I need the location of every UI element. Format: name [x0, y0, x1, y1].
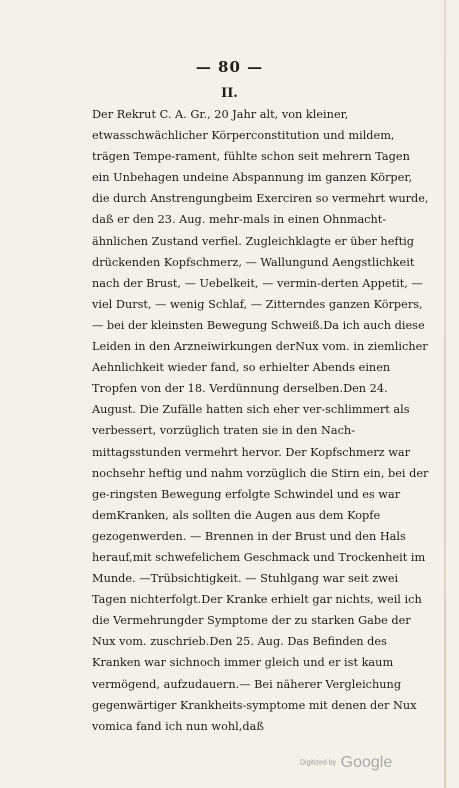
digitized-label: Digitized by: [300, 759, 337, 767]
text-line: sehr heftig und nahm vorzüglich die Stirn ein, bei der ge-: [92, 466, 429, 501]
section-heading: II.: [221, 86, 238, 101]
text-line: symptome mit denen der Nux vomica fand ich nun wohl,: [92, 698, 417, 733]
text-line: und Aengstlichkeit nach der Brust, — Uebelkeit, — vermin-: [92, 255, 415, 290]
text-line: werden. — Brennen in der Brust und den Hals herauf,: [92, 529, 406, 564]
text-line: Der Kranke erhielt gar nichts, weil ich die Vermehrung: [92, 593, 422, 628]
page-edge: [444, 0, 446, 788]
text-line: er Abends einen Tropfen von der 18. Verdünnung derselben.: [92, 361, 391, 396]
google-logo: Google: [340, 754, 393, 771]
text-line: eine Abspannung im ganzen Körper, die durch Anstrengung: [92, 171, 413, 206]
text-line: Der Rekrut C. A. Gr., 20 Jahr alt, von kleiner, etwas: [92, 108, 349, 143]
text-line: Nux vom. in ziemlicher Aehnlichkeit wieder fand, so erhielt: [92, 340, 428, 375]
text-line: Den 25. Aug. Das Befinden des Kranken war sich: [92, 635, 387, 670]
text-line: klagte er über heftig drückenden Kopfschmerz, — Wallung: [92, 234, 414, 269]
text-line: noch immer gleich und er ist kaum vermögend, aufzudauern.: [92, 656, 394, 691]
text-line: Kranken, als sollten die Augen aus dem Kopfe gezogen: [92, 508, 381, 543]
text-line: Den 24. August. Die Zufälle hatten sich eher ver-: [92, 382, 388, 417]
digitized-by-google-watermark: [300, 754, 392, 772]
text-line: daß: [242, 719, 264, 733]
text-line: des ganzen Körpers, — bei der kleinsten Bewegung Schweiß.: [92, 297, 423, 332]
text-line: Da ich auch diese Leiden in den Arzneiwirkungen der: [92, 318, 425, 354]
text-line: mals in einen Ohnmacht-ähnlichen Zustand verfiel. Zugleich: [92, 213, 387, 248]
text-line: — Bei näherer Vergleichung gegenwärtiger Krankheits-: [92, 677, 402, 712]
text-line: der Symptome der zu starken Gabe der Nux vom. zuschrieb.: [92, 614, 411, 649]
body-text: [92, 104, 430, 737]
text-line: mittagsstunden vermehrt hervor. Der Kopfschmerz war noch: [92, 445, 411, 480]
text-line: derten Appetit, — viel Durst, — wenig Schlaf, — Zittern: [92, 276, 423, 311]
text-line: schwächlicher Körperconstitution und mildem, trägen Tempe-: [92, 129, 395, 164]
text-line: schlimmert als verbessert, vorzüglich traten sie in den Nach-: [92, 403, 410, 438]
text-line: Trübsichtigkeit. — Stuhlgang war seit zwei Tagen nicht: [92, 572, 399, 607]
page-number: — 80 —: [195, 58, 264, 76]
text-line: ringsten Bewegung erfolgte Schwindel und es war dem: [92, 487, 401, 522]
text-line: rament, fühlte schon seit mehrern Tagen ein Unbehagen und: [92, 150, 410, 185]
text-line: beim Exerciren so vermehrt wurde, daß er den 23. Aug. mehr-: [92, 192, 429, 227]
text-line: mit schwefelichem Geschmack und Trockenheit im Munde. —: [92, 550, 426, 586]
text-line: erfolgt.: [159, 593, 202, 607]
